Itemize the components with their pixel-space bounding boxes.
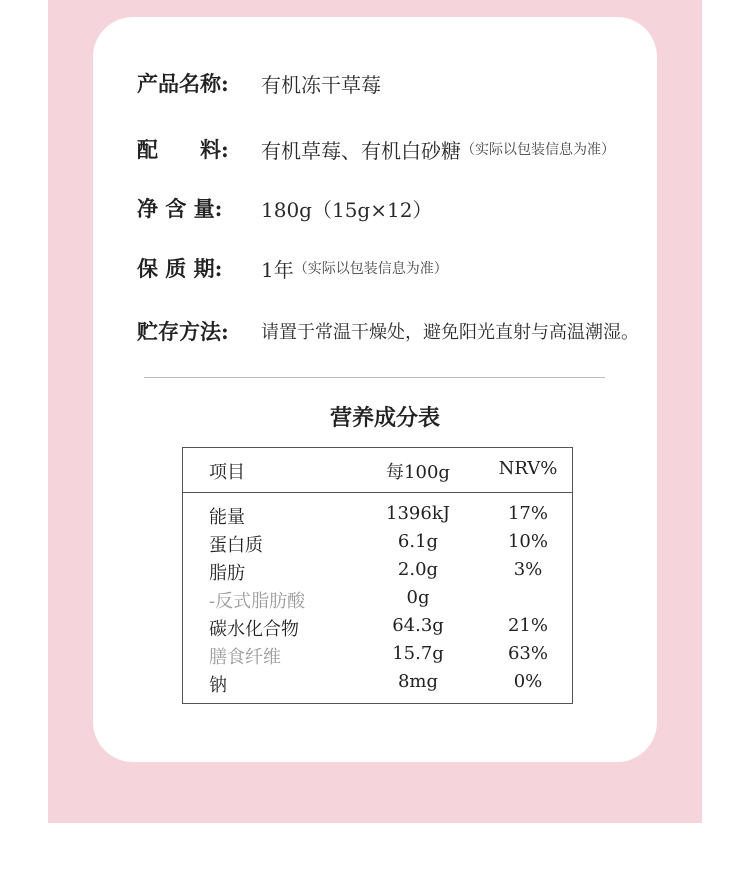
table-row [183,643,572,671]
row-value: 64.3g [392,615,444,636]
ingredients-label: 配 料: [137,137,229,162]
row-value: 2.0g [397,559,439,580]
table-row [183,531,572,559]
table-row [183,559,572,587]
row-nrv: 0% [513,671,543,692]
row-nrv: 10% [507,531,548,552]
header-per-100g: 每100g [386,462,450,483]
header-item: 项目 [209,462,245,483]
nutrition-table [182,447,573,704]
table-row [183,615,572,643]
row-value: 1396kJ [386,503,450,524]
row-nrv: 21% [507,615,548,636]
row-value: 15.7g [392,643,444,664]
row-name: -反式脂肪酸 [209,591,306,612]
net-content-row [137,188,432,228]
storage-row [137,311,639,351]
net-content-label: 净 含 量: [137,196,223,221]
product-name-value: 有机冻干草莓 [261,72,381,97]
table-row [183,503,572,531]
table-row [183,671,572,699]
table-row [183,587,572,615]
shelf-life-label: 保 质 期: [137,256,223,281]
section-divider [144,377,605,378]
nutrition-table-header [183,448,572,493]
header-nrv: NRV% [498,458,558,479]
row-name: 钠 [209,675,227,696]
storage-value: 请置于常温干燥处，避免阳光直射与高温潮湿。 [261,322,639,343]
shelf-life-note: （实际以包装信息为准） [293,261,448,277]
row-name: 脂肪 [209,563,245,584]
nutrition-table-title: 营养成分表 [329,405,440,431]
row-value: 6.1g [397,531,439,552]
ingredients-row [137,129,615,169]
product-name-label: 产品名称: [137,71,229,96]
row-nrv: 17% [507,503,548,524]
product-name-row [137,63,381,103]
row-name: 能量 [209,507,245,528]
row-name: 碳水化合物 [209,619,299,640]
shelf-life-row [137,248,448,288]
ingredients-note: （实际以包装信息为准） [461,142,615,158]
net-content-value: 180g（15g×12） [261,197,433,222]
row-name: 蛋白质 [209,535,263,556]
row-nrv: 63% [507,643,548,664]
row-value: 8mg [397,671,439,692]
shelf-life-value: 1年 [261,257,294,282]
row-nrv: 3% [513,559,543,580]
ingredients-value: 有机草莓、有机白砂糖 [261,138,461,163]
row-value: 0g [406,587,430,608]
storage-label: 贮存方法: [137,319,229,344]
row-name: 膳食纤维 [209,647,281,668]
